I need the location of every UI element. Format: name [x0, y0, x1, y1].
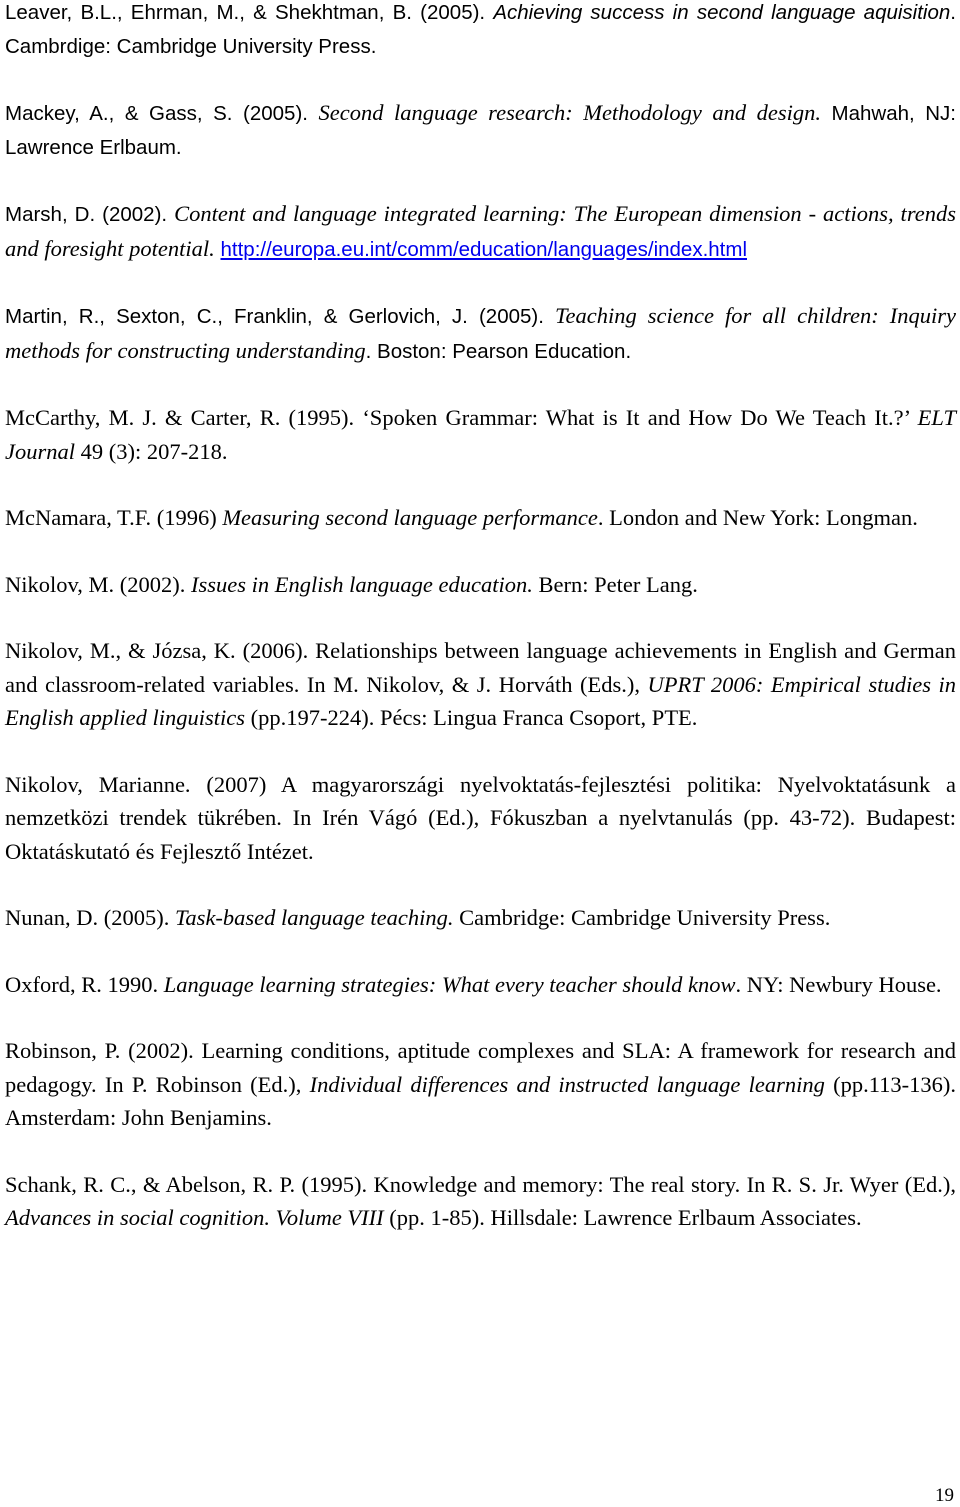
reference-text: Martin, R., Sexton, C., Franklin, & Gerlovich, J. (2005). [5, 305, 556, 328]
reference-entry [5, 768, 956, 869]
reference-text: McNamara, T.F. (1996) [5, 505, 223, 530]
reference-entry [5, 968, 956, 1002]
reference-entry [5, 568, 956, 602]
reference-list [5, 0, 956, 1268]
reference-entry [5, 96, 956, 164]
reference-text: Marsh, D. (2002). [5, 203, 175, 226]
reference-text: McCarthy, M. J. & Carter, R. (1995). ‘Spoken Grammar: What is It and How Do We Teach It.?’ [5, 405, 918, 430]
reference-text: . Boston: Pearson Education. [365, 339, 632, 363]
reference-text: Schank, R. C., & Abelson, R. P. (1995). Knowledge and memory: The real story. In R. S. Jr. Wyer (Ed.), [5, 1171, 956, 1197]
reference-text: Robinson, P. (2002). Learning conditions, aptitude complexes and SLA: A framework for research and pedagogy. In P. Robinson (Ed.), [5, 1038, 956, 1097]
reference-entry [5, 1034, 956, 1135]
reference-entry [5, 901, 956, 935]
reference-title: Measuring second language performance [222, 505, 598, 530]
reference-title: Teaching science for all children: Inquiry methods for constructing understanding [5, 303, 956, 363]
reference-text: (pp. 1-85). Hillsdale: Lawrence Erlbaum Associates. [383, 1205, 862, 1230]
reference-entry [5, 0, 956, 63]
reference-text: 49 (3): 207-218. [75, 438, 228, 464]
reference-entry [5, 634, 956, 735]
reference-text: Nikolov, M. (2002). [5, 571, 192, 597]
reference-text: Leaver, B.L., Ehrman, M., & Shekhtman, B. (2005). [5, 1, 494, 24]
reference-text: Nikolov, Marianne. (2007) A magyarországi nyelvoktatás-fejlesztési politika: Nyelvoktatásunk a nemzetközi trendek tükrében. In Irén Vágó (Ed.), Fókuszban a nyelvtanulás (pp. 43-72). Budapest: Oktatáskutató és Fejlesztő Intézet. [5, 771, 956, 864]
reference-text: Mackey, A., & Gass, S. (2005). [5, 102, 319, 125]
page-number: 19 [935, 1485, 954, 1506]
reference-text: . Cambrdige: Cambridge University Press. [5, 1, 956, 58]
reference-text: Cambridge: Cambridge University Press. [453, 905, 831, 930]
reference-title: UPRT 2006: Empirical studies in English applied linguistics [5, 671, 956, 730]
reference-title: Content and language integrated learning: The European dimension - actions, trends and foresight potential. [5, 201, 956, 261]
reference-entry [5, 401, 956, 468]
reference-title: Issues in English language education. [191, 571, 533, 597]
reference-text: . London and New York: Longman. [597, 505, 918, 530]
reference-title: ELT Journal [5, 405, 956, 464]
reference-text: Nunan, D. (2005). [5, 905, 175, 930]
reference-entry [5, 299, 956, 368]
reference-link[interactable]: http://europa.eu.int/comm/education/languages/index.html [220, 237, 747, 261]
reference-title: Advances in social cognition. Volume VIII [5, 1205, 384, 1230]
reference-text: Mahwah, NJ: Lawrence Erlbaum. [5, 102, 956, 159]
reference-title: Achieving success in second language aquisition [493, 1, 951, 24]
reference-entry [5, 1168, 956, 1235]
reference-text: Oxford, R. 1990. [5, 971, 164, 997]
reference-title: Individual differences and instructed language learning [309, 1071, 825, 1097]
reference-title: Language learning strategies: What every teacher should know [163, 971, 736, 997]
reference-text: Bern: Peter Lang. [532, 571, 698, 597]
reference-title: Task-based language teaching. [174, 905, 454, 930]
reference-text: (pp.197-224). Pécs: Lingua Franca Csoport, PTE. [245, 705, 698, 730]
reference-title: Second language research: Methodology and design. [318, 100, 821, 125]
reference-entry [5, 197, 956, 266]
reference-entry [5, 501, 956, 535]
reference-text: (pp.113-136). Amsterdam: John Benjamins. [5, 1071, 956, 1130]
reference-text: Nikolov, M., & Józsa, K. (2006). Relationships between language achievements in English and German and classroom-related variables. In M. Nikolov, & J. Horváth (Eds.), [5, 638, 956, 697]
reference-text: . NY: Newbury House. [735, 971, 942, 997]
